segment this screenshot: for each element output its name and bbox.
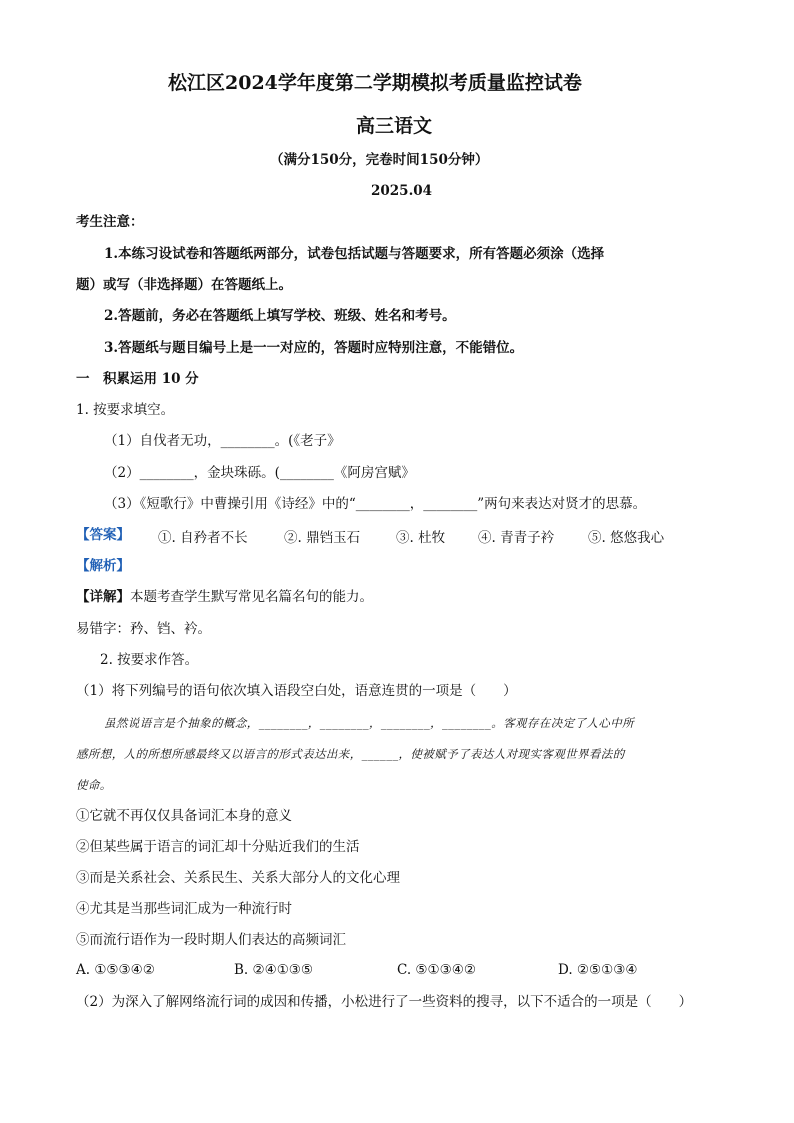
passage-line-3: 使命。 (76, 778, 112, 792)
q1-sub-1: （1）自伐者无功，________。(《老子》 (104, 433, 341, 449)
q1-stem: 1. 按要求填空。 (76, 402, 175, 418)
exam-date: 2025.04 (371, 183, 433, 199)
answer-label: 【答案】 (76, 527, 130, 543)
exam-title: 松江区2024学年度第二学期模拟考质量监控试卷 (168, 72, 582, 94)
option-a: A. ①⑤③④② (76, 962, 155, 978)
q1-sub-3: （3）《短歌行》中曹操引用《诗经》中的“________，________”两句来表达对贤才的思慕。 (104, 496, 647, 512)
q1-sub-2: （2）________，金块珠砾。(________《阿房宫赋》 (104, 465, 415, 481)
passage-line-1: 虽然说语言是个抽象的概念，________，________，________，________。客观存在决定了人心中所 (104, 716, 634, 730)
analysis-label: 【解析】 (76, 558, 130, 574)
error-chars: 易错字：矜、铛、衿。 (76, 621, 211, 637)
notice-item-1-line-2: 题）或写（非选择题）在答题纸上。 (76, 277, 292, 293)
answer-item-3: ③. 杜牧 (396, 530, 446, 546)
q2-sub-1: （1）将下列编号的语句依次填入语段空白处，语意连贯的一项是（ ） (76, 683, 517, 699)
q2-stem: 2. 按要求作答。 (100, 652, 199, 668)
statement-4: ④尤其是当那些词汇成为一种流行时 (76, 901, 292, 917)
answer-item-1: ①. 自矜者不长 (158, 530, 248, 546)
option-c: C. ⑤①③④② (397, 962, 476, 978)
section-heading: 一 积累运用 10 分 (76, 371, 199, 387)
q2-sub-2: （2）为深入了解网络流行词的成因和传播，小松进行了一些资料的搜寻，以下不适合的一项是（ ） (76, 994, 693, 1010)
answer-item-4: ④. 青青子衿 (478, 530, 555, 546)
notice-item-2: 2.答题前，务必在答题纸上填写学校、班级、姓名和考号。 (104, 308, 456, 324)
detail-line (76, 588, 373, 606)
notice-item-1-line-1: 1.本练习设试卷和答题纸两部分，试卷包括试题与答题要求，所有答题必须涂（选择 (104, 246, 605, 262)
detail-text: 本题考查学生默写常见名篇名句的能力。 (130, 589, 373, 605)
score-time: （满分150分，完卷时间150分钟） (270, 152, 489, 168)
detail-label: 【详解】 (76, 589, 130, 605)
answer-item-2: ②. 鼎铛玉石 (284, 530, 361, 546)
option-b: B. ②④①③⑤ (234, 962, 314, 978)
answer-item-5: ⑤. 悠悠我心 (588, 530, 665, 546)
option-d: D. ②⑤①③④ (558, 962, 638, 978)
statement-3: ③而是关系社会、关系民生、关系大部分人的文化心理 (76, 870, 400, 886)
statement-2: ②但某些属于语言的词汇却十分贴近我们的生活 (76, 839, 360, 855)
passage-line-2: 感所想，人的所想所感最终又以语言的形式表达出来，______，使被赋予了表达人对现实客观世界看法的 (76, 747, 625, 761)
statement-1: ①它就不再仅仅具备词汇本身的意义 (76, 808, 292, 824)
exam-subject: 高三语文 (356, 115, 433, 137)
notice-heading: 考生注意： (76, 214, 144, 230)
statement-5: ⑤而流行语作为一段时期人们表达的高频词汇 (76, 932, 346, 948)
notice-item-3: 3.答题纸与题目编号上是一一对应的，答题时应特别注意，不能错位。 (104, 340, 524, 356)
